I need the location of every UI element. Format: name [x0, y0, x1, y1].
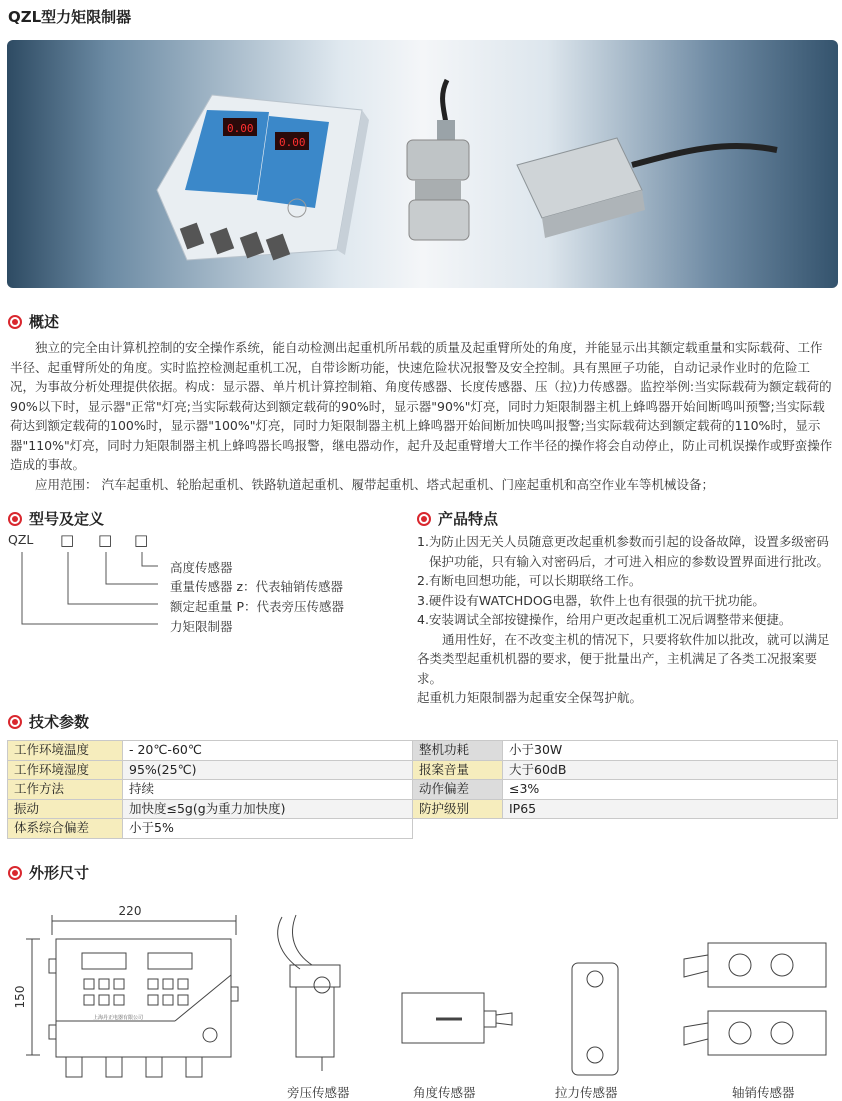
caption-side-pressure-sensor: 旁压传感器 — [287, 1085, 350, 1100]
spec-key: 报案音量 — [413, 760, 503, 780]
spec-value: IP65 — [503, 799, 838, 819]
spec-key: 工作方法 — [8, 780, 123, 800]
model-box-1: □ — [60, 531, 75, 549]
controller-box-image — [157, 95, 369, 260]
height-dimension-label: 150 — [13, 985, 27, 1009]
spec-value: 加快度≤5g(g为重力加快度) — [123, 799, 413, 819]
spec-key: 振动 — [8, 799, 123, 819]
spec-value: 95%(25℃) — [123, 760, 413, 780]
axle-pin-sensor-drawing — [684, 943, 826, 1055]
section-dims-header — [8, 862, 89, 883]
feature-item: 3.硬件设有WATCHDOG电器，软件上也有很强的抗干扰功能。 — [417, 592, 765, 608]
section-tech-header — [8, 711, 89, 732]
side-pressure-sensor-image — [407, 80, 469, 240]
spec-value: ≤3% — [503, 780, 838, 800]
controller-drawing — [26, 915, 238, 1077]
bullet-icon — [8, 715, 22, 729]
table-row — [8, 819, 838, 839]
angle-sensor-image — [517, 138, 777, 238]
section-title: 外形尺寸 — [29, 864, 90, 882]
bullet-icon — [8, 866, 22, 880]
section-title: 产品特点 — [438, 510, 499, 528]
feature-item: 2.有断电回想功能，可以长期联络工作。 — [417, 573, 642, 588]
model-label: 重量传感器 z：代表轴销传感器 — [170, 579, 344, 594]
svg-text:0.00: 0.00 — [279, 136, 306, 149]
section-model-header — [8, 508, 104, 529]
spec-key: 防护级别 — [413, 799, 503, 819]
feature-note: 起重机力矩限制器为起重安全保驾护航。 — [417, 690, 643, 705]
section-overview-header — [8, 311, 59, 332]
bullet-icon — [8, 512, 22, 526]
spec-value — [503, 819, 838, 839]
spec-value: - 20℃-60℃ — [123, 741, 413, 761]
section-title: 概述 — [29, 313, 60, 331]
svg-text:0.00: 0.00 — [227, 122, 254, 135]
application-scope: 应用范围： 汽车起重机、轮胎起重机、铁路轨道起重机、履带起重机、塔式起重机、门座起重机和高空作业车等机械设备； — [35, 476, 714, 492]
section-title: 技术参数 — [29, 713, 90, 731]
caption-tension-sensor: 拉力传感器 — [555, 1085, 618, 1100]
overview-paragraph: 独立的完全由计算机控制的安全操作系统，能自动检测出起重机所吊载的质量及起重臂所处的角度，并能显示出其额定载重量和实际载荷、工作半径、起重臂所处的角度。实时监控检测起重机工况，自带诊断功能，快速危险状况报警及安全控制。具有黑匣子功能，自动记录作业时的危险工况，为事故分析处理提供依据。构成：显示器、单片机计算控制箱、角度传感器、长度传感器、压（拉)力传感器。监控举例:当实际载荷为额定载荷的90%以下时，显示器"正常"灯亮;当实际载荷达到额定载荷的90%时，显示器"90%"灯亮，同时力矩限制器主机上蜂鸣器开始间断鸣叫预警;当实际载荷达到额定载荷的100%时，显示器"100%"灯亮，同时力矩限制器主机上蜂鸣器开始间断加快鸣叫报警;当实际载荷达到额定载荷的110%时，显示器"110%"灯亮，同时力矩限制器主机上蜂鸣器长鸣报警，继电器动作，起升及起重臂增大工作半径的操作将会自动停止，防止司机误操作或野蛮操作造成的事故。 — [10, 340, 833, 472]
width-dimension-label: 220 — [118, 904, 142, 918]
angle-sensor-drawing — [402, 993, 512, 1043]
side-pressure-sensor-drawing — [278, 915, 340, 1071]
bullet-icon — [417, 512, 431, 526]
spec-value: 大于60dB — [503, 760, 838, 780]
spec-key: 工作环境湿度 — [8, 760, 123, 780]
page-title: QZL型力矩限制器 — [8, 8, 132, 26]
spec-key: 体系综合偏差 — [8, 819, 123, 839]
dimension-drawings — [0, 895, 842, 1080]
model-label: 额定起重量 P：代表旁压传感器 — [170, 599, 345, 614]
brand-text: 上海丹正电器有限公司 — [92, 1015, 144, 1021]
tech-spec-table — [7, 740, 838, 839]
feature-item: 1.为防止因无关人员随意更改起重机参数而引起的设备故障，设置多级密码保护功能，只有输入对密码后，才可进入相应的参数设置界面进行批改。 — [417, 534, 830, 569]
spec-key: 工作环境温度 — [8, 741, 123, 761]
section-title: 型号及定义 — [29, 510, 105, 528]
table-row — [8, 780, 838, 800]
overview-text — [10, 338, 834, 494]
table-row — [8, 741, 838, 761]
model-label: 高度传感器 — [170, 560, 233, 575]
table-row — [8, 799, 838, 819]
caption-angle-sensor: 角度传感器 — [413, 1085, 476, 1100]
feature-note: 通用性好，在不改变主机的情况下，只要将软件加以批改，就可以满足各类类型起重机机器的要求，便于批量出产，主机满足了各类工况报案要求。 — [417, 631, 830, 686]
spec-value: 小于30W — [503, 741, 838, 761]
model-code: QZL — [8, 532, 34, 547]
table-row — [8, 760, 838, 780]
bullet-icon — [8, 315, 22, 329]
spec-value: 持续 — [123, 780, 413, 800]
model-box-3: □ — [134, 531, 149, 549]
spec-key: 整机功耗 — [413, 741, 503, 761]
spec-key — [413, 819, 503, 839]
features-list — [417, 532, 839, 708]
spec-key: 动作偏差 — [413, 780, 503, 800]
product-photo-banner — [7, 40, 838, 288]
spec-value: 小于5% — [123, 819, 413, 839]
section-features-header — [417, 508, 498, 529]
feature-item: 4.安装调试全部按键操作，给用户更改起重机工况后调整带来便捷。 — [417, 612, 792, 627]
tension-sensor-drawing — [572, 963, 618, 1075]
caption-axle-pin-sensor: 轴销传感器 — [732, 1085, 795, 1100]
model-definition-diagram — [8, 532, 408, 642]
model-label: 力矩限制器 — [170, 619, 233, 634]
product-illustration — [7, 40, 838, 288]
model-box-2: □ — [98, 531, 113, 549]
